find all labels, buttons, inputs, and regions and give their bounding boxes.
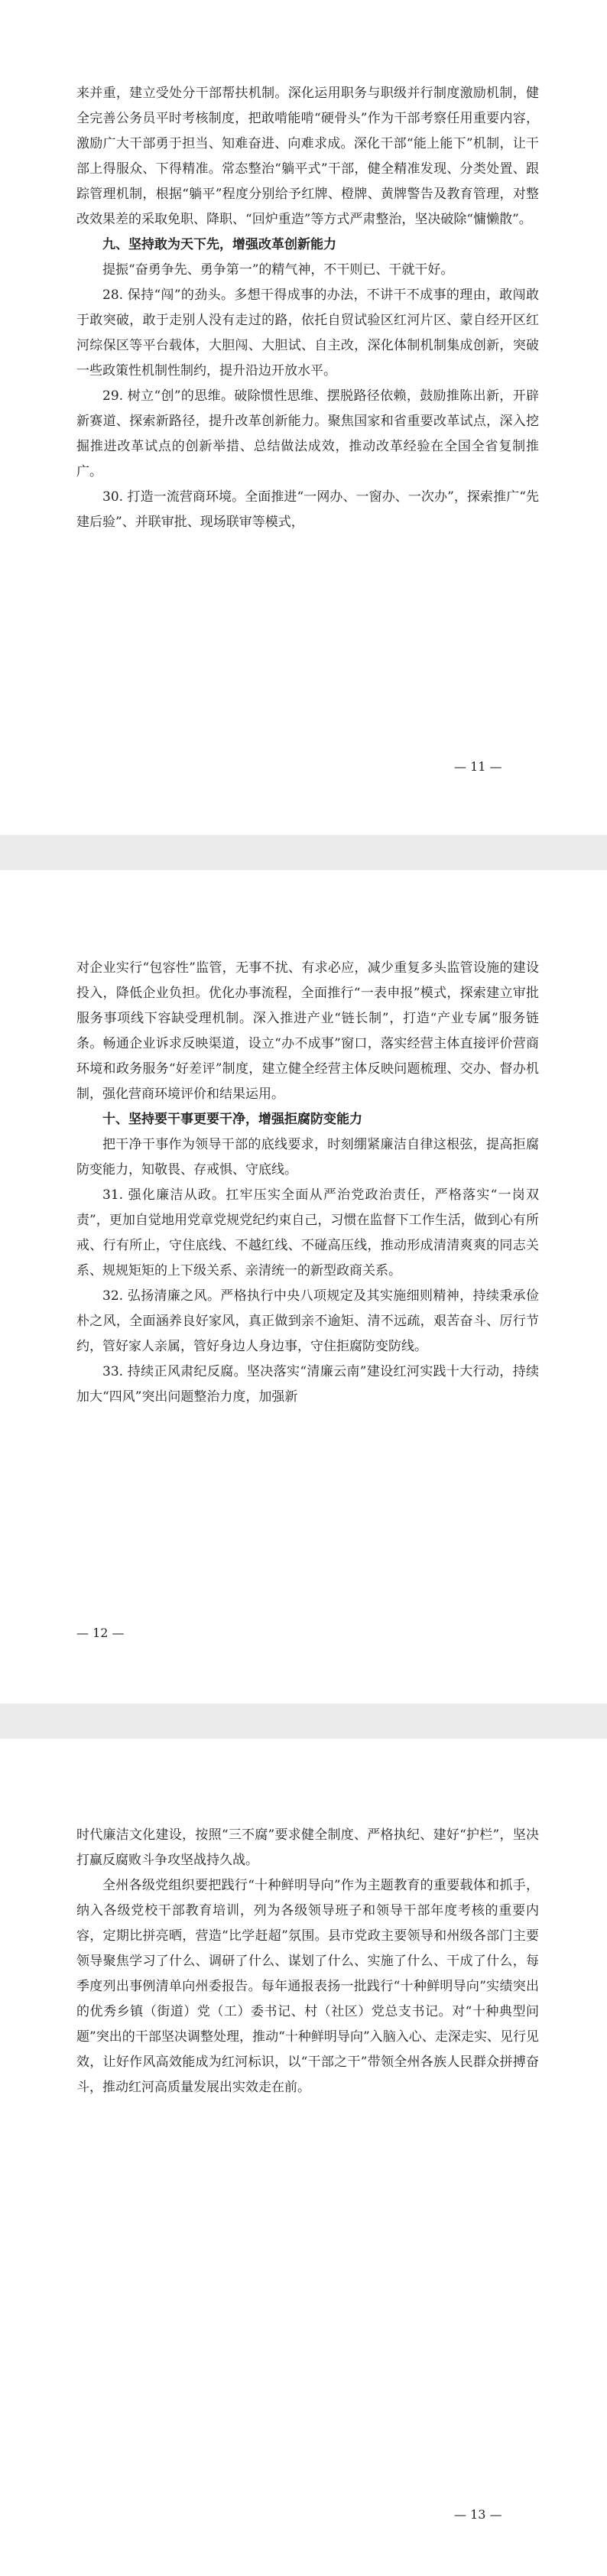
page-12-body xyxy=(76,956,539,1410)
page-13-body xyxy=(76,1823,539,2100)
paragraph-item-31: 31. 强化廉洁从政。扛牢压实全面从严治党政治责任，严格落实“一岗双责”，更加自觉地用党章党规党纪约束自己，习惯在监督下工作生活，做到心有所戒、行有所止，守住底线、不越红线、不碰高压线，推动形成清清爽爽的同志关系、规规矩矩的上下级关系、亲清统一的新型政商关系。 xyxy=(76,1187,539,1278)
page-13 xyxy=(0,1739,607,2576)
page-12 xyxy=(0,870,607,1704)
paragraph: 全州各级党组织要把践行“十种鲜明导向”作为主题教育的重要载体和抓手，纳入各级党校干部教育培训，列为各级领导班子和领导干部年度考核的重要内容，定期比拼亮晒，营造“比学赶超”氛围。县市党政主要领导和州级各部门主要领导聚焦学习了什么、调研了什么、谋划了什么、实施了什么、干成了什么，每季度列出事例清单向州委报告。每年通报表扬一批践行“十种鲜明导向”实绩突出的优秀乡镇（街道）党（工）委书记、村（社区）党总支书记。对“十种典型问题”突出的干部坚决调整处理，推动“十种鲜明导向”入脑入心、走深走实、见行见效，让好作风高效能成为红河标识，以“干部之干”带领全州各族人民群众拼搏奋斗，推动红河高质量发展出实效走在前。 xyxy=(76,1878,539,2095)
paragraph: 提振“奋勇争先、勇争第一”的精气神，不干则已、干就干好。 xyxy=(102,262,454,278)
paragraph-item-32: 32. 弘扬清廉之风。严格执行中央八项规定及其实施细则精神，持续秉承俭朴之风，全面涵养良好家风，真正做到亲不逾矩、清不远疏，艰苦奋斗、厉行节约，管好家人亲属，管好身边人身边事，守住拒腐防变防线。 xyxy=(76,1288,539,1354)
paragraph-item-30: 30. 打造一流营商环境。全面推进“一网办、一窗办、一次办”，探索推广“先建后验”、并联审批、现场联审等模式， xyxy=(76,489,539,530)
paragraph: 时代廉洁文化建设，按照“三不腐”要求健全制度、严格执纪、建好“护栏”，坚决打赢反腐败斗争攻坚战持久战。 xyxy=(76,1827,539,1868)
paragraph-item-28: 28. 保持“闯”的劲头。多想干得成事的办法，不讲干不成事的理由，敢闯敢于敢突破，敢于走别人没有走过的路，依托自贸试验区红河片区、蒙自经开区红河综保区等平台载体，大胆闯、大胆试、自主改，深化体制机制集成创新，突破一些政策性机制性制约，提升沿边开放水平。 xyxy=(76,287,539,378)
section-heading-9: 九、坚持敢为天下先，增强改革创新能力 xyxy=(102,237,336,252)
paragraph: 对企业实行“包容性”监管，无事不扰、有求必应，减少重复多头监管设施的建设投入，降低企业负担。优化办事流程，全面推行“一表申报”模式，探索建立审批服务事项线下容缺受理机制。深入推进产业“链长制”，打造“产业专属”服务链条。畅通企业诉求反映渠道，设立“办不成事”窗口，落实经营主体直接评价营商环境和政务服务“好差评”制度，建立健全经营主体反映问题梳理、交办、督办机制，强化营商环境评价和结果运用。 xyxy=(76,960,539,1102)
paragraph-item-33: 33. 持续正风肃纪反腐。坚决落实“清廉云南”建设红河实践十大行动，持续加大“四风”突出问题整治力度，加强新 xyxy=(76,1364,539,1405)
paragraph: 把干净干事作为领导干部的底线要求，时刻绷紧廉洁自律这根弦，提高拒腐防变能力，知敬畏、存戒惧、守底线。 xyxy=(76,1137,539,1178)
page-number: — 11 — xyxy=(454,759,502,774)
page-11-body xyxy=(76,81,539,535)
paragraph: 来并重，建立受处分干部帮扶机制。深化运用职务与职级并行制度激励机制，健全完善公务员平时考核制度，把敢啃能啃“硬骨头”作为干部考察任用重要内容，激励广大干部勇于担当、知难奋进、向难求成。深化干部“能上能下”机制，让干部上得服众、下得精准。常态整治“躺平式”干部，健全精准发现、分类处置、跟踪管理机制，根据“躺平”程度分别给予红牌、橙牌、黄牌警告及教育管理，对整改效果差的采取免职、降职、“回炉重造”等方式严肃整治，坚决破除“慵懒散”。 xyxy=(76,86,539,227)
section-heading-10: 十、坚持要干事更要干净，增强拒腐防变能力 xyxy=(102,1112,362,1127)
page-number: — 12 — xyxy=(76,1626,125,1640)
paragraph-item-29: 29. 树立“创”的思维。破除惯性思维、摆脱路径依赖，鼓励推陈出新，开辟新赛道、探索新路径，提升改革创新能力。聚焦国家和省重要改革试点，深入挖掘推进改革试点的创新举措、总结做法成效，推动改革经验在全国全省复制推广。 xyxy=(76,388,539,479)
page-number: — 13 — xyxy=(454,2507,502,2522)
page-11 xyxy=(0,0,607,835)
